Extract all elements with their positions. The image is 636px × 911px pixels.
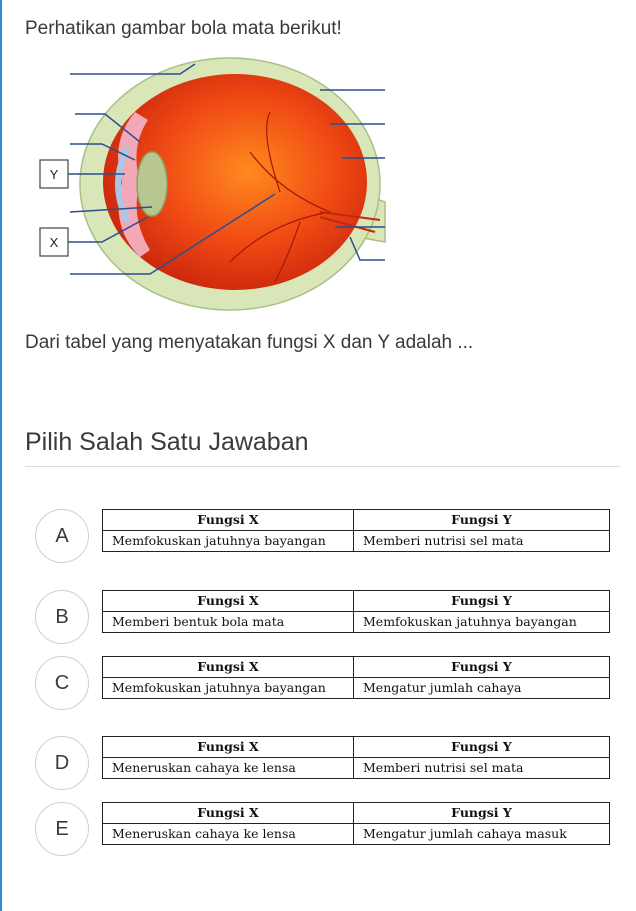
- option-table: [102, 802, 610, 845]
- header-fungsi-x: Fungsi X: [103, 803, 354, 824]
- option-letter[interactable]: E: [35, 802, 89, 856]
- header-fungsi-y: Fungsi Y: [354, 510, 610, 531]
- header-fungsi-y: Fungsi Y: [354, 803, 610, 824]
- cell-fungsi-y: Memfokuskan jatuhnya bayangan: [354, 612, 610, 633]
- header-fungsi-x: Fungsi X: [103, 510, 354, 531]
- label-y: Y: [49, 167, 59, 182]
- option-table: [102, 736, 610, 779]
- option-letter[interactable]: D: [35, 736, 89, 790]
- left-accent-bar: [0, 0, 2, 911]
- option-table: [102, 509, 610, 552]
- section-title: Pilih Salah Satu Jawaban: [25, 428, 309, 456]
- header-fungsi-y: Fungsi Y: [354, 737, 610, 758]
- prompt-text: Dari tabel yang menyatakan fungsi X dan Y adalah ...: [25, 332, 474, 353]
- eyeball-diagram: [30, 52, 400, 314]
- option-table: [102, 590, 610, 633]
- header-fungsi-x: Fungsi X: [103, 657, 354, 678]
- question-text: Perhatikan gambar bola mata berikut!: [25, 18, 342, 39]
- cell-fungsi-y: Memberi nutrisi sel mata: [354, 531, 610, 552]
- header-fungsi-x: Fungsi X: [103, 591, 354, 612]
- cell-fungsi-y: Memberi nutrisi sel mata: [354, 758, 610, 779]
- cell-fungsi-x: Meneruskan cahaya ke lensa: [103, 824, 354, 845]
- cell-fungsi-x: Memfokuskan jatuhnya bayangan: [103, 678, 354, 699]
- header-fungsi-y: Fungsi Y: [354, 591, 610, 612]
- section-divider: [25, 466, 620, 467]
- option-letter[interactable]: B: [35, 590, 89, 644]
- header-fungsi-y: Fungsi Y: [354, 657, 610, 678]
- option-letter[interactable]: A: [35, 509, 89, 563]
- option-letter[interactable]: C: [35, 656, 89, 710]
- cell-fungsi-y: Mengatur jumlah cahaya masuk: [354, 824, 610, 845]
- cell-fungsi-x: Meneruskan cahaya ke lensa: [103, 758, 354, 779]
- cell-fungsi-x: Memfokuskan jatuhnya bayangan: [103, 531, 354, 552]
- header-fungsi-x: Fungsi X: [103, 737, 354, 758]
- cell-fungsi-y: Mengatur jumlah cahaya: [354, 678, 610, 699]
- label-x: X: [49, 235, 59, 250]
- cell-fungsi-x: Memberi bentuk bola mata: [103, 612, 354, 633]
- option-table: [102, 656, 610, 699]
